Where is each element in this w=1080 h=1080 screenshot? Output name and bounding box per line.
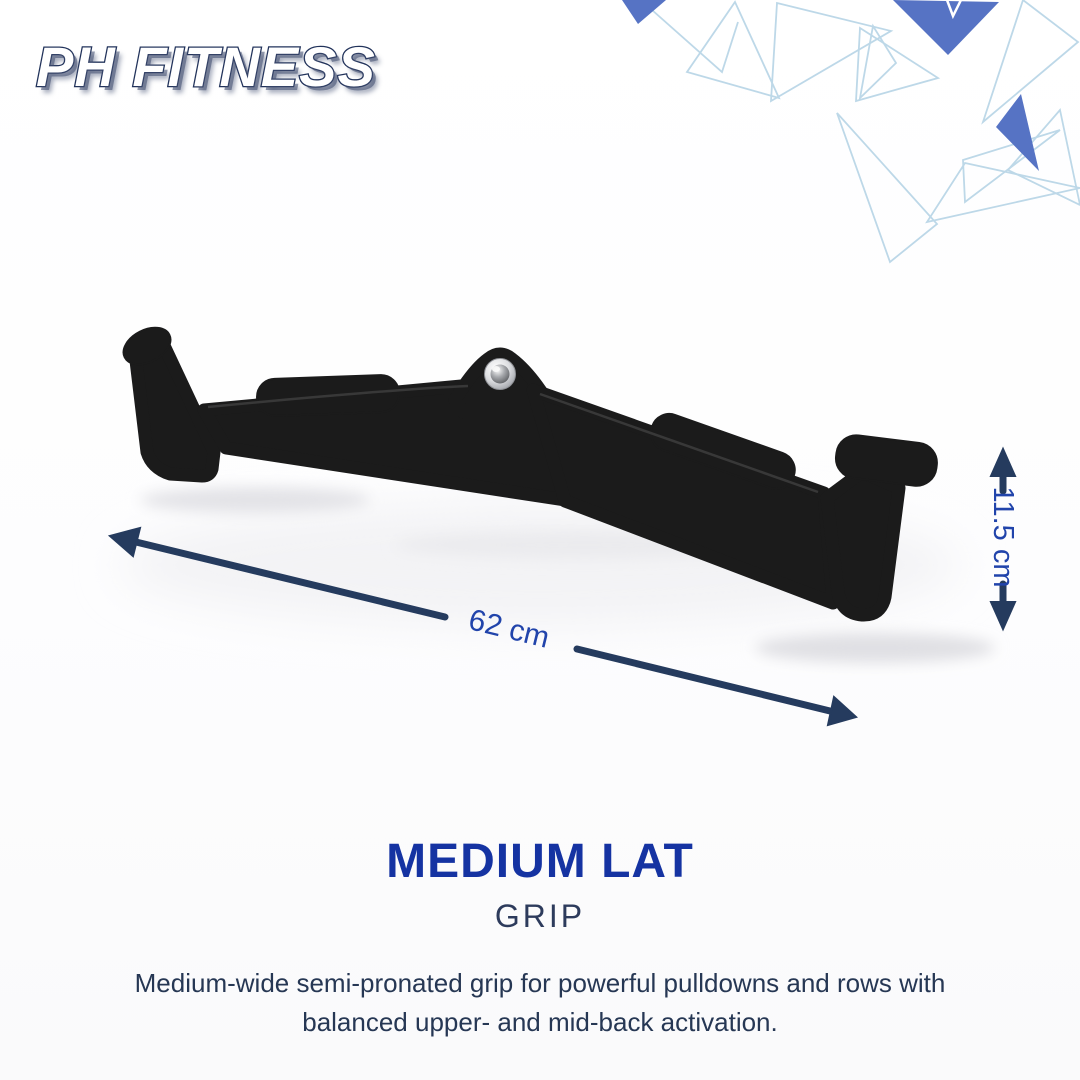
right-end-plate: [827, 472, 899, 615]
pivot-rivet: [485, 359, 516, 390]
product-description-line: Medium-wide semi-pronated grip for powerful pulldowns and rows with: [134, 968, 946, 998]
product-title: MEDIUM LAT: [386, 835, 694, 888]
brand-logo: PH FITNESS: [36, 35, 376, 98]
height-dimension-label: 11.5 cm: [987, 486, 1019, 588]
product-subtitle: GRIP: [494, 898, 586, 934]
product-description: [0, 964, 1080, 1042]
width-dimension-label: 62 cm: [465, 603, 553, 655]
product-description-line: balanced upper- and mid-back activation.: [302, 1007, 778, 1037]
product-info-block: [0, 835, 1080, 1042]
